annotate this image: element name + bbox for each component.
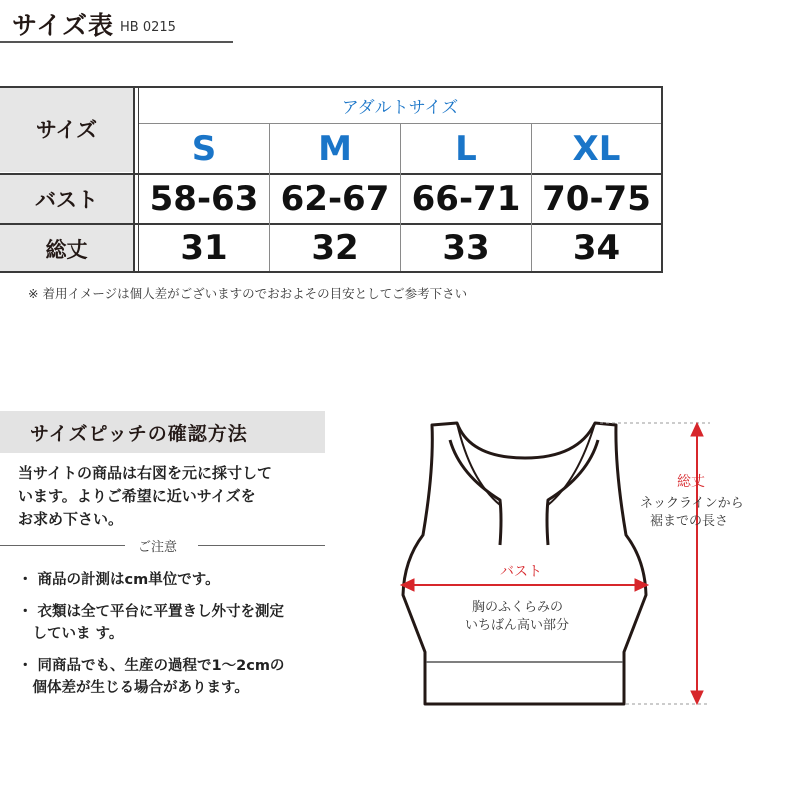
bust-measure-desc-2: いちばん高い部分: [465, 618, 570, 633]
bust-measure-label: バスト: [500, 564, 542, 580]
caution-item-3-line-2: 個体差が生じる場合があります。: [18, 680, 249, 696]
pitch-description-line-3: お求め下さい。: [18, 510, 124, 528]
size-header-l: L: [455, 128, 477, 169]
length-measure-desc-2: 裾までの長さ: [650, 514, 729, 529]
length-arrow: [691, 423, 703, 704]
adult-size-label: アダルトサイズ: [341, 98, 459, 118]
caution-rule-left: [0, 545, 125, 546]
bust-row-label: バスト: [0, 175, 133, 223]
bust-value-s: 58-63: [149, 179, 259, 219]
fit-note: ※ 着用イメージは個人差がございますのでおおよその目安としてご参考下さい: [28, 286, 468, 301]
length-value-m: 32: [311, 228, 359, 268]
table-divider-label: [133, 86, 135, 273]
size-table: [0, 86, 663, 273]
table-border-bottom: [0, 271, 663, 273]
caution-item-1: ・ 商品の計測はcm単位です。: [18, 572, 220, 588]
sports-bra-diagram: [380, 410, 725, 715]
product-code: HB 0215: [120, 20, 176, 35]
length-value-s: 31: [180, 228, 228, 268]
size-header-xl: XL: [572, 128, 621, 169]
size-header-s: S: [191, 128, 217, 169]
header-underline: [0, 41, 233, 43]
pitch-title: サイズピッチの確認方法: [30, 423, 248, 445]
size-header-m: M: [318, 128, 352, 169]
bust-value-l: 66-71: [411, 179, 521, 219]
length-value-xl: 34: [572, 228, 621, 268]
caution-item-3-line-1: ・ 同商品でも、生産の過程で1〜2cmの: [18, 658, 285, 674]
length-measure-label: 総丈: [677, 474, 705, 490]
length-row-label: 総丈: [0, 225, 133, 273]
caution-label: ご注意: [138, 540, 178, 555]
pitch-description-line-2: います。よりご希望に近いサイズを: [18, 487, 256, 505]
bust-value-xl: 70-75: [542, 179, 651, 219]
caution-item-2-line-1: ・ 衣類は全て平台に平置きし外寸を測定: [18, 604, 285, 620]
table-border-right: [661, 86, 663, 273]
size-row-label: サイズ: [0, 86, 133, 172]
length-measure-desc-1: ネックラインから: [640, 496, 744, 511]
pitch-description-line-1: 当サイトの商品は右図を元に採寸して: [18, 464, 272, 482]
caution-rule-right: [198, 545, 325, 546]
bust-measure-desc-1: 胸のふくらみの: [472, 600, 564, 615]
size-chart-title: サイズ表: [12, 11, 115, 40]
caution-item-2-line-2: していま す。: [18, 626, 124, 642]
length-value-l: 33: [442, 228, 490, 268]
bust-value-m: 62-67: [280, 179, 390, 219]
